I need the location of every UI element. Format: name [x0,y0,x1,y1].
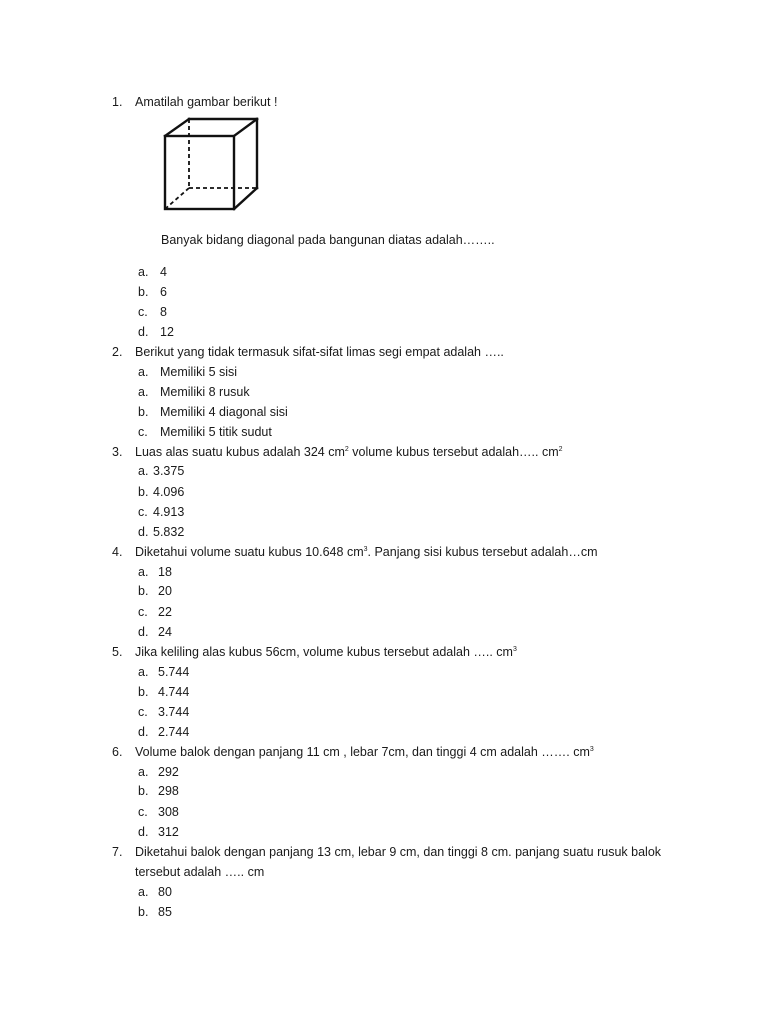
q3-option-letter: a. [138,464,149,478]
question-2-text: Berikut yang tidak termasuk sifat-sifat limas segi empat adalah ….. [135,345,504,359]
q5-option-text: 5.744 [158,665,190,679]
q1-option-text: 4 [160,265,167,279]
q6-option-letter: d. [138,825,149,839]
q5-option-letter: c. [138,705,148,719]
question-1-number: 1. [112,95,123,109]
q4-option-letter: c. [138,605,148,619]
question-7-text-line1: Diketahui balok dengan panjang 13 cm, lebar 9 cm, dan tinggi 8 cm. panjang suatu rusuk balok [135,845,662,859]
q2-option-letter: a. [138,385,149,399]
question-3-number: 3. [112,445,123,459]
q5-option-letter: a. [138,665,149,679]
q1-option-text: 8 [160,305,167,319]
q2-option-text: Memiliki 8 rusuk [160,385,250,399]
q7-option-text: 85 [158,905,172,919]
q4-option-text: 24 [158,625,172,639]
question-2-number: 2. [112,345,123,359]
q6-option-text: 292 [158,765,179,779]
q4-option-text: 22 [158,605,172,619]
q6-option-text: 308 [158,805,179,819]
cube-image [136,111,286,219]
q1-option-letter: c. [138,305,148,319]
q4-option-letter: a. [138,565,149,579]
question-5-number: 5. [112,645,123,659]
q7-option-text: 80 [158,885,172,899]
question-6-number: 6. [112,745,123,759]
q1-option-text: 12 [160,325,174,339]
q6-option-letter: b. [138,784,149,798]
q3-option-letter: b. [138,485,149,499]
q4-option-text: 20 [158,584,172,598]
q6-option-text: 298 [158,784,179,798]
question-4-number: 4. [112,545,123,559]
q5-option-letter: d. [138,725,149,739]
q1-option-letter: b. [138,285,149,299]
q4-option-text: 18 [158,565,172,579]
question-7-text-line2: tersebut adalah ….. cm [135,865,265,879]
q3-option-text: 3.375 [153,464,185,478]
q1-option-letter: a. [138,265,149,279]
q6-option-letter: c. [138,805,148,819]
q1-option-text: 6 [160,285,167,299]
q7-option-letter: a. [138,885,149,899]
q3-option-letter: c. [138,505,148,519]
question-3-text: Luas alas suatu kubus adalah 324 $cm^2$ volume kubus tersebut adalah….. $cm^2$ [135,445,563,459]
question-4-text: Diketahui volume suatu kubus 10.648 $cm^3$. Panjang sisi kubus tersebut adalah…cm [135,545,598,559]
q5-option-letter: b. [138,685,149,699]
question-7-number: 7. [112,845,123,859]
question-6-text: Volume balok dengan panjang 11 cm , lebar 7cm, dan tinggi 4 cm adalah ……. $cm^3$ [135,745,594,759]
q5-option-text: 4.744 [158,685,190,699]
q6-option-text: 312 [158,825,179,839]
question-5-text: Jika keliling alas kubus 56cm, volume kubus tersebut adalah ….. $cm^3$ [135,645,517,659]
q2-option-letter: b. [138,405,149,419]
q4-option-letter: b. [138,584,149,598]
q2-option-letter: a. [138,365,149,379]
q2-option-text: Memiliki 5 titik sudut [160,425,272,439]
question-1-text: Amatilah gambar berikut ! [135,95,278,109]
q2-option-letter: c. [138,425,148,439]
q2-option-text: Memiliki 5 sisi [160,365,238,379]
question-1-prompt: Banyak bidang diagonal pada bangunan diatas adalah…….. [161,233,495,247]
q7-option-letter: b. [138,905,149,919]
q2-option-text: Memiliki 4 diagonal sisi [160,405,288,419]
q3-option-text: 4.913 [153,505,185,519]
q4-option-letter: d. [138,625,149,639]
q6-option-letter: a. [138,765,149,779]
q5-option-text: 2.744 [158,725,190,739]
q5-option-text: 3.744 [158,705,190,719]
q3-option-text: 5.832 [153,525,185,539]
q1-option-letter: d. [138,325,149,339]
q3-option-letter: d. [138,525,149,539]
q3-option-text: 4.096 [153,485,185,499]
